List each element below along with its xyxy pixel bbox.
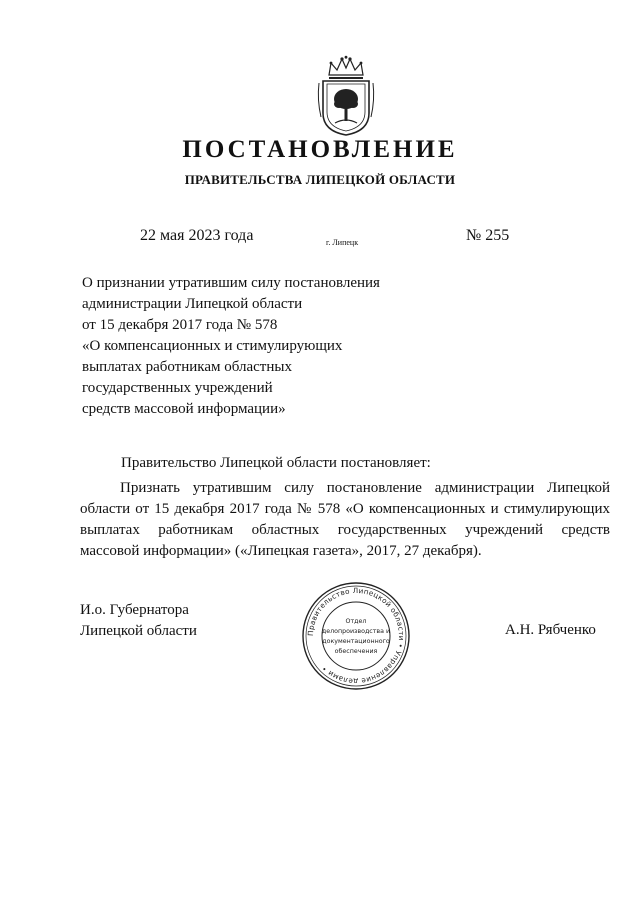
subject-line: от 15 декабря 2017 года № 578 bbox=[82, 317, 278, 333]
body-line: выплатах работникам областных государственных учреждений средств bbox=[80, 522, 610, 538]
document-title: ПОСТАНОВЛЕНИЕ bbox=[182, 136, 458, 163]
document-subject bbox=[82, 273, 380, 420]
signatory-position-line: Липецкой области bbox=[80, 623, 197, 639]
document-subtitle: ПРАВИТЕЛЬСТВА ЛИПЕЦКОЙ ОБЛАСТИ bbox=[184, 172, 456, 187]
document-city: г. Липецк bbox=[326, 238, 359, 247]
body-line: Признать утратившим силу постановление администрации Липецкой bbox=[120, 480, 610, 496]
stamp-center-line: делопроизводства и bbox=[321, 628, 391, 635]
body-line: области от 15 декабря 2017 года № 578 «О компенсационных и стимулирующих bbox=[80, 501, 610, 517]
decree-body bbox=[80, 478, 610, 562]
subject-line: администрации Липецкой области bbox=[82, 296, 303, 312]
decree-statement: Правительство Липецкой области постановляет: bbox=[121, 455, 431, 471]
document-number: № 255 bbox=[466, 227, 510, 244]
signatory-position bbox=[80, 600, 197, 642]
stamp-center-line: Отдел bbox=[345, 618, 367, 625]
svg-text:Правительство Липецкой области bbox=[306, 586, 406, 686]
document-date: 22 мая 2023 года bbox=[140, 227, 254, 244]
official-stamp bbox=[300, 580, 412, 692]
stamp-center-line: обеспечения bbox=[334, 648, 378, 655]
subject-line: выплатах работникам областных bbox=[82, 359, 292, 375]
stamp-center-line: документационного bbox=[322, 638, 390, 645]
stamp-ring-text: Правительство Липецкой области • Управление делами • bbox=[305, 585, 407, 687]
body-line: массовой информации» («Липецкая газета», 2017, 27 декабря). bbox=[80, 543, 482, 559]
subject-line: О признании утратившим силу постановления bbox=[82, 275, 380, 291]
subject-line: средств массовой информации» bbox=[82, 401, 286, 417]
signatory-position-line: И.о. Губернатора bbox=[80, 602, 189, 618]
subject-line: «О компенсационных и стимулирующих bbox=[82, 338, 343, 354]
signatory-name: А.Н. Рябченко bbox=[505, 622, 596, 638]
coat-of-arms-emblem bbox=[315, 55, 377, 137]
subject-line: государственных учреждений bbox=[82, 380, 273, 396]
